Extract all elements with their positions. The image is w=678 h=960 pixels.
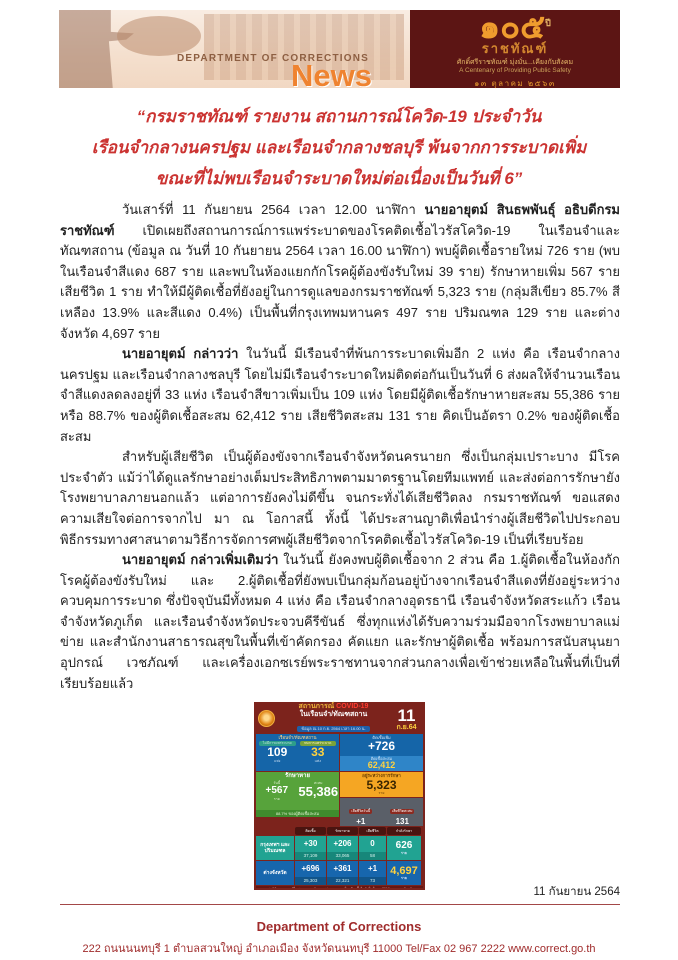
- department-label: DEPARTMENT OF CORRECTIONS: [177, 53, 370, 64]
- red-prisons-value: 33: [311, 745, 325, 759]
- recovered-cumulative-value: 55,386: [298, 784, 339, 799]
- anniversary-emblem: [410, 10, 620, 88]
- cumulative-cases-cell: ติดเชื้อสะสม 62,412: [340, 756, 423, 771]
- date-month: ก.ย.64: [396, 723, 417, 731]
- bangkok-active-value: 626 ราย: [387, 836, 421, 860]
- covid-infographic-card: [254, 702, 425, 890]
- deaths-box: [340, 798, 423, 826]
- prisons-header: เรือนจำ/ทัณฑสถาน: [278, 735, 317, 740]
- headline-line-2: เรือนจำกลางนครปฐม และเรือนจำกลางชลบุรี พ้นจากการระบาดเพิ่ม: [91, 138, 587, 157]
- official-name-bold: นายอายุตม์ สินธพพันธุ์ อธิบดีกรมราชทัณฑ์: [60, 202, 620, 238]
- recovered-percent-note: 88.7% ของผู้ติดเชื้อสะสม: [256, 810, 339, 817]
- in-care-value: 5,323: [366, 778, 397, 792]
- prisons-status-box: [256, 734, 339, 771]
- white-prisons-value: 109: [267, 745, 288, 759]
- umbrella-silhouette-icon: [117, 16, 201, 56]
- col-header-deaths: เสียชีวิต: [359, 827, 386, 835]
- recovered-cumulative-cell: สะสม 55,386: [298, 781, 339, 799]
- white-prisons-cell: ไม่มีการแพร่ระบาด 109 แห่ง: [257, 741, 298, 763]
- paragraph-4: นายอายุตม์ กล่าวเพิ่มเติมว่า ในวันนี้ ยังคงพบผู้ติดเชื้อจาก 2 ส่วน คือ 1.ผู้ติดเชื้อในห้องกักโรคผู้ต้องขังรับใหม่ และ 2.ผู้ติดเชื้อที่ยังพบเป็นกลุ่มก้อนอยู่บ้างจากเรือนจำสีแดงที่ยังอยู่ระหว่างควบคุมการระบาด ซึ่งปัจจุบันมีทั้งหมด 4 แห่ง คือ เรือนจำกลางอุดรธานี เรือนจำจังหวัดสระแก้ว เรือนจำจังหวัดภูเก็ต และเรือนจำจังหวัดประจวบคีรีขันธ์ ซึ่งทุกแห่งได้รับความร่วมมือจากโรงพยาบาลแม่ข่าย และสำนักงานสาธารณสุขในพื้นที่เข้าคัดกรอง คัดแยก และรักษาผู้ติดเชื้อ พร้อมการสนับสนุนยา อุปกรณ์ เวชภัณฑ์ และเครื่องเอกซเรย์พระราชทานจากส่วนกลางเพื่อเข้าช่วยเหลือในพื้นที่เป็นที่เรียบร้อยแล้ว: [60, 552, 620, 691]
- recovered-today-cell: วันนี้ +567 ราย: [256, 781, 298, 801]
- news-wordmark: News: [291, 58, 372, 88]
- document-date: 11 กันยายน 2564: [533, 886, 620, 898]
- deaths-cumulative-cell: เสียชีวิตสะสม 131: [382, 798, 424, 826]
- col-header-infected: ติดเชื้อ: [295, 827, 326, 835]
- data-asof-ribbon: ข้อมูล ณ 10 ก.ย. 2564 เวลา 16.00 น.: [297, 726, 369, 732]
- date-day: 11: [397, 705, 416, 725]
- recovered-today-value: +567: [265, 785, 289, 796]
- infographic-footnote: [256, 886, 423, 888]
- press-body: [60, 200, 620, 694]
- paragraph-2: นายอายุตม์ กล่าวว่า ในวันนี้ มีเรือนจำที่พ้นการระบาดเพิ่มอีก 2 แห่ง คือ เรือนจำกลางนครปฐม และเรือนจำกลางชลบุรี โดยไม่มีเรือนจำระบาดใหม่ติดต่อกันเป็นวันที่ 6 ส่งผลให้จำนวนเรือนจำสีแดงลดลงอยู่ที่ 33 แห่ง เรือนจำสีขาวเพิ่มเป็น 109 แห่ง โดยมีผู้ติดเชื้อรักษาหายสะสม 55,386 ราย หรือ 88.7% ของผู้ติดเชื้อสะสม 62,412 ราย เสียชีวิตสะสม 131 ราย คิดเป็นอัตรา 0.2% ของผู้ติดเชื้อสะสม: [60, 346, 620, 444]
- doc-seal-icon: [258, 710, 275, 727]
- deaths-today-value: +1: [356, 817, 366, 826]
- col-header-recovered: รักษาหาย: [327, 827, 358, 835]
- new-cases-label: ติดเชื้อเพิ่ม: [372, 735, 391, 740]
- infographic-header: [256, 704, 423, 733]
- anniversary-date: ๑๓ ตุลาคม ๒๕๖๓: [474, 79, 556, 88]
- anniversary-motto-en: A Centenary of Providing Public Safety: [459, 67, 571, 74]
- recovered-box: [256, 772, 339, 817]
- title-line2: ในเรือนจำ/ทัณฑสถาน: [299, 711, 368, 718]
- table-row-provinces: ต่างจังหวัด +696 25,303 +361 22,321 +1 73 4,697 ราย: [256, 861, 423, 885]
- red-prisons-cell: พบการแพร่ระบาด 33 แห่ง: [298, 741, 339, 763]
- paragraph-1: วันเสาร์ที่ 11 กันยายน 2564 เวลา 12.00 นาฬิกา นายอายุตม์ สินธพพันธุ์ อธิบดีกรมราชทัณฑ์ เปิดเผยถึงสถานการณ์การแพร่ระบาดของโรคติดเชื้อไวรัสโควิด-19 ในเรือนจำและทัณฑสถาน (ข้อมูล ณ วันที่ 10 กันยายน 2564 เวลา 16.00 นาฬิกา) พบผู้ติดเชื้อรายใหม่ 726 ราย (พบในเรือนจำสีแดง 687 ราย และพบในห้องแยกกักโรคผู้ต้องขังรับใหม่ 39 ราย) รักษาหายเพิ่ม 567 ราย เสียชีวิต 1 ราย ทำให้มีผู้ติดเชื้อที่ยังอยู่ในการดูแลของกรมราชทัณฑ์ 5,323 ราย (กลุ่มสีเขียว 85.7% สีเหลือง 13.9% และสีแดง 0.4%) เป็นพื้นที่กรุงเทพมหานคร 497 ราย ปริมณฑล 129 ราย และต่างจังหวัด 4,697 ราย: [60, 202, 620, 341]
- in-care-label: อยู่ระหว่างการรักษา: [362, 773, 401, 778]
- table-row-bangkok: กรุงเทพฯ และปริมณฑล +30 37,109 +206 33,065 0 58 626 ราย: [256, 836, 423, 860]
- year-word: ปี: [545, 18, 551, 28]
- footer-divider: [60, 904, 620, 905]
- banner-photo-collage: [59, 10, 410, 88]
- press-headline: [40, 101, 638, 194]
- in-care-box: อยู่ระหว่างการรักษา 5,323 ราย: [340, 772, 423, 797]
- title-th: สถานการณ์: [298, 703, 335, 710]
- deaths-cumulative-value: 131: [395, 817, 409, 826]
- footer-org-name: Department of Corrections: [256, 919, 422, 934]
- deaths-today-cell: เสียชีวิตวันนี้ +1: [340, 798, 382, 826]
- speaker-lead-bold: นายอายุตม์ กล่าวว่า: [122, 346, 239, 362]
- row-label: กรุงเทพฯ และปริมณฑล: [256, 836, 294, 860]
- anniversary-number: ๑๐๕$^{ปี}$: [479, 8, 551, 45]
- col-header-in-care: กำลังรักษา: [387, 827, 421, 835]
- title-covid: COVID-19: [336, 703, 369, 710]
- new-cases-value: +726: [367, 739, 396, 753]
- header-banner: [59, 10, 620, 88]
- infographic-title: [277, 703, 390, 734]
- region-table-header: [256, 827, 423, 835]
- anniversary-name: ราชทัณฑ์: [481, 41, 549, 56]
- headline-line-3: ขณะที่ไม่พบเรือนจำระบาดใหม่ต่อเนื่องเป็นวันที่ 6”: [155, 169, 523, 188]
- paragraph-3: สำหรับผู้เสียชีวิต เป็นผู้ต้องขังจากเรือนจำจังหวัดนครนายก ซึ่งเป็นกลุ่มเปราะบาง มีโรคประจำตัว แม้ว่าได้ดูแลรักษาอย่างเต็มประสิทธิภาพตามมาตรฐานโดยทีมแพทย์ และส่งต่อการรักษายังโรงพยาบาลภายนอกแล้ว แต่อาการยังคงไม่ดีขึ้น จนกระทั่งได้เสียชีวิตลง กรมราชทัณฑ์ ขอแสดงความเสียใจต่อการจากไป มา ณ โอกาสนี้ ทั้งนี้ ได้ประสานญาติเพื่อนำร่างผู้เสียชีวิตไปประกอบพิธีกรรมทางศาสนาตามวิธีการจัดการศพผู้เสียชีวิตจากโรคติดเชื้อไวรัสโควิด-19 เป็นที่เรียบร้อย: [60, 449, 620, 547]
- footer-address: 222 ถนนนนทบุรี 1 ตำบลสวนใหญ่ อำเภอเมือง จังหวัดนนทบุรี 11000 Tel/Fax 02 967 2222 www.correct.go.th: [82, 943, 596, 955]
- cumulative-cases-value: 62,412: [367, 760, 396, 770]
- row-label: ต่างจังหวัด: [256, 861, 294, 885]
- infographic-date: [390, 707, 423, 731]
- speaker-lead-bold-2: นายอายุตม์ กล่าวเพิ่มเติมว่า: [122, 552, 279, 568]
- recovered-header: รักษาหาย: [284, 773, 311, 779]
- headline-line-1: “กรมราชทัณฑ์ รายงาน สถานการณ์โควิด-19 ประจำวัน: [136, 107, 542, 126]
- new-cases-box: [340, 734, 423, 771]
- provinces-active-value: 4,697 ราย: [387, 861, 421, 885]
- anniversary-motto-th: ศักดิ์ศรีราชทัณฑ์ มุ่งมั่น...เคียงกับสังคม: [456, 59, 574, 66]
